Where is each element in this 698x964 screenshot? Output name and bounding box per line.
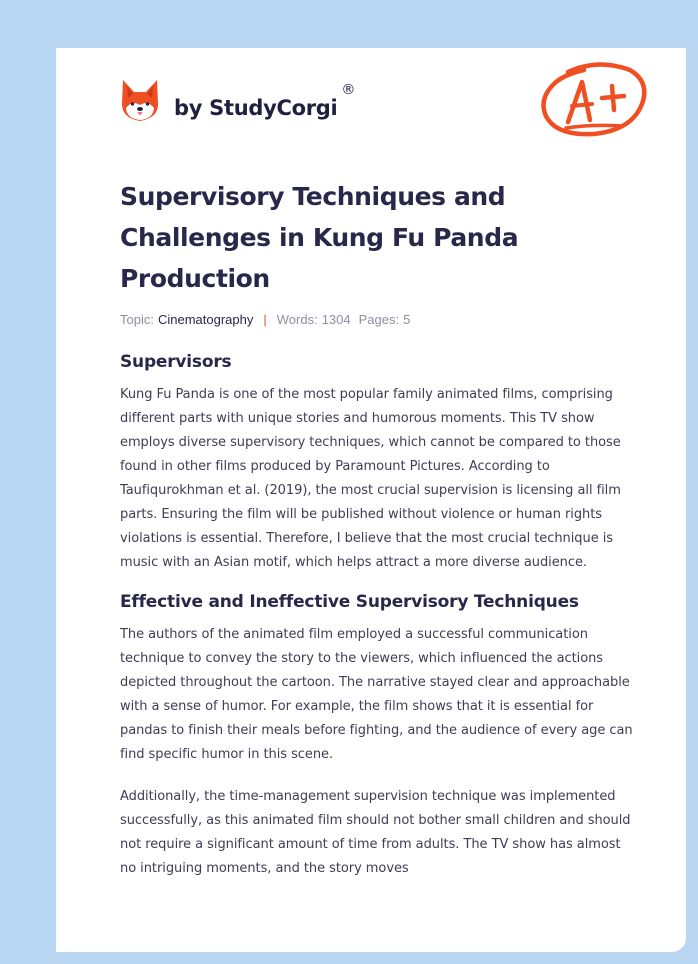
topic-link[interactable]: Cinematography [157,311,254,327]
section-paragraph: Additionally, the time-management supervision technique was implemented successfully, as this animated film should not bother small children and should not require a significant amount of time from adults. The TV show has almost no intriguing moments, and the story moves [120,789,631,876]
words-count: 1304 [321,311,351,327]
a-plus-grade-icon [538,60,648,140]
words-label: Words: [276,311,318,327]
document-card [56,48,686,952]
registered-mark: ® [341,82,356,98]
document-title: Supervisory Techniques and Challenges in Kung Fu Panda Production [120,182,519,293]
section-paragraph: The authors of the animated film employed a successful communication technique to convey the story to the viewers, which influenced the actions depicted throughout the cartoon. The narrative stayed clear and approachable with a sense of humor. For example, the film shows that it is essential for pandas to finish their meals before fighting, and the audience of every age can find specific humor in this scene. [120,627,633,762]
brand-name: by StudyCorgi [174,96,338,120]
pages-label: Pages: [358,311,400,327]
section-heading-supervisors: Supervisors [120,352,232,372]
document-meta [120,309,640,329]
studycorgi-logo[interactable] [120,74,355,128]
topic-label: Topic: [120,311,154,327]
meta-separator: | [263,311,267,327]
document-content [120,176,640,881]
corgi-logo-icon [120,78,160,124]
pages-count: 5 [403,311,411,327]
section-heading-effective-ineffective: Effective and Ineffective Supervisory Techniques [120,592,579,612]
section-paragraph: Kung Fu Panda is one of the most popular family animated films, comprising different parts with unique stories and humorous moments. This TV show employs diverse supervisory techniques, which cannot be compared to those found in other films produced by Paramount Pictures. According to Taufiqurokhman et al. (2019), the most crucial supervision is licensing all film parts. Ensuring the film will be published without violence or human rights violations is essential. Therefore, I believe that the most crucial technique is music with an Asian motif, which helps attract a more diverse audience. [120,387,621,570]
page-header [120,74,648,144]
